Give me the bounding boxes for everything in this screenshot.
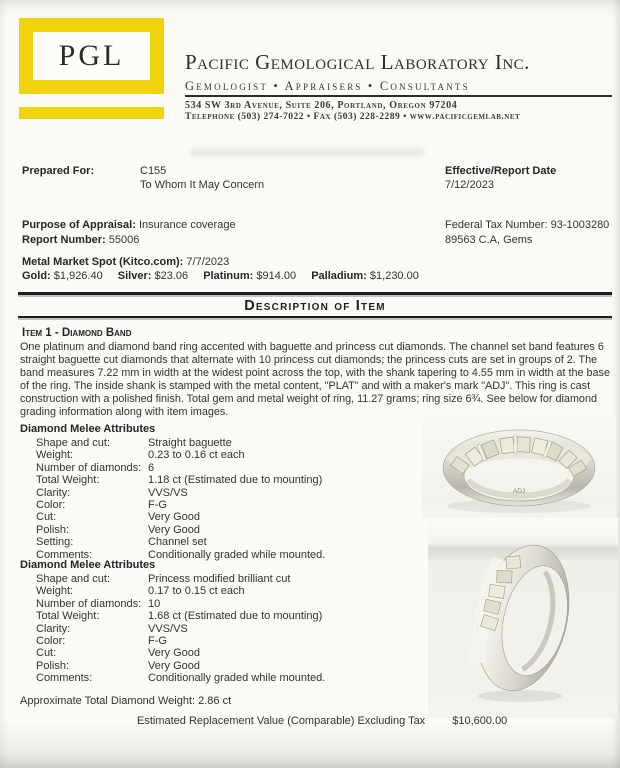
company-tagline: Gemologist • Appraisers • Consultants [185,79,470,93]
attr-row: Cut: Very Good [36,647,200,660]
description-banner [18,292,612,318]
client-name: To Whom It May Concern [140,179,265,191]
replacement-value-line [137,715,507,727]
attr-row: Number of diamonds: 6 [36,461,155,474]
item-description: One platinum and diamond band ring accented with baguette and princess cut diamonds. The channel set band features 6 straight baguette cut diamonds that alternate with 10 princess cut diamonds; the princess cuts are set in groups of 2. The band measures 7.22 mm in width at the widest point across the top, with the shank tapering to 4.55 mm in width at the base of the ring. The inside shank is stamped with the metal content, "PLAT" and with a maker's mark "ADJ". This ring is cast construction with a polished finish. Total gem and metal weight of ring, 11.27 grams; ring size 6¾. See below for diamond grading information along with item images. [20,341,610,418]
attr-row: Color: F-G [36,499,167,512]
metal-price-silver: Silver: $23.06 [117,270,189,282]
tax-secondary-line: 89563 C.A, Gems [445,234,533,246]
melee-attributes-list-2 [36,573,416,685]
replacement-value-amount: $10,600.00 [452,715,508,727]
ring-photo-side-view [428,518,618,718]
attr-row: Weight: 0.23 to 0.16 ct each [36,449,245,462]
metal-market-line [22,255,229,269]
effective-date-label: Effective/Report Date [445,165,557,177]
attr-row: Comments: Conditionally graded while mounted. [36,548,326,561]
purpose-line [22,218,236,232]
item-heading: Item 1 - Diamond Band [22,327,132,339]
effective-date-block [445,164,556,192]
report-number-value: 55006 [108,234,140,246]
melee-attributes-title-1: Diamond Melee Attributes [20,423,156,435]
federal-tax-value: 93-1003280 [550,219,610,231]
federal-tax-line [445,218,609,232]
attr-row: Shape and cut: Straight baguette [36,437,232,449]
melee-attributes-list-1 [36,437,416,561]
ring-top-illustration [422,416,616,518]
attr-row: Polish: Very Good [36,659,200,672]
report-number-label: Report Number: [22,234,106,246]
purpose-value: Insurance coverage [138,219,236,231]
purpose-label: Purpose of Appraisal: [22,219,136,231]
melee-attributes-title-2: Diamond Melee Attributes [20,559,156,571]
attr-row: Number of diamonds: 10 [36,597,161,610]
attr-row: Weight: 0.17 to 0.15 ct each [36,585,245,598]
client-code: C155 [140,165,167,177]
attr-row: Shape and cut: Princess modified brilliant cut [36,573,291,585]
banner-rule-bottom [18,316,612,319]
metal-price-platinum: Platinum: $914.00 [203,270,297,282]
attr-row: Comments: Conditionally graded while mounted. [36,672,326,685]
attr-row: Color: F-G [36,635,167,648]
company-address: 534 SW 3rd Avenue, Suite 206, Portland, Oregon 97204 [185,100,458,111]
replacement-value-label: Estimated Replacement Value (Comparable) Excluding Tax [137,715,426,727]
ring-stamp-text: ADJ [512,488,526,495]
attr-row: Cut: Very Good [36,511,200,524]
attr-row: Total Weight: 1.18 ct (Estimated due to mounting) [36,474,323,487]
effective-date-value: 7/12/2023 [445,179,494,191]
prepared-for-label: Prepared For: [22,165,95,177]
federal-tax-label: Federal Tax Number: [445,219,548,231]
attr-row: Clarity: VVS/VS [36,622,188,635]
metal-prices-line [22,269,431,283]
total-diamond-weight: Approximate Total Diamond Weight: 2.86 ct [20,695,232,707]
prepared-for-value [140,164,264,192]
company-name: Pacific Gemological Laboratory Inc. [185,50,530,74]
ring-side-illustration [428,518,618,718]
metal-price-gold: Gold: $1,926.40 [22,270,103,282]
pgl-logo-text: PGL [58,39,125,72]
metal-market-label: Metal Market Spot (Kitco.com): [22,256,184,268]
attr-row: Clarity: VVS/VS [36,486,188,499]
company-contact: Telephone (503) 274-7022 • Fax (503) 228-2289 • www.pacificgemlab.net [185,112,521,122]
header-divider [185,95,612,97]
ring-photo-top-view [422,416,616,518]
metal-market-date: 7/7/2023 [186,256,230,268]
section-title: Description of Item [244,297,386,314]
pgl-logo-bar [19,107,164,119]
metal-price-palladium: Palladium: $1,230.00 [311,270,419,282]
attr-row: Polish: Very Good [36,523,200,536]
attr-row: Setting: Channel set [36,536,207,549]
scan-show-through [190,148,425,157]
pgl-logo [19,18,164,94]
report-number-line [22,233,139,247]
attr-row: Total Weight: 1.68 ct (Estimated due to mounting) [36,610,323,623]
